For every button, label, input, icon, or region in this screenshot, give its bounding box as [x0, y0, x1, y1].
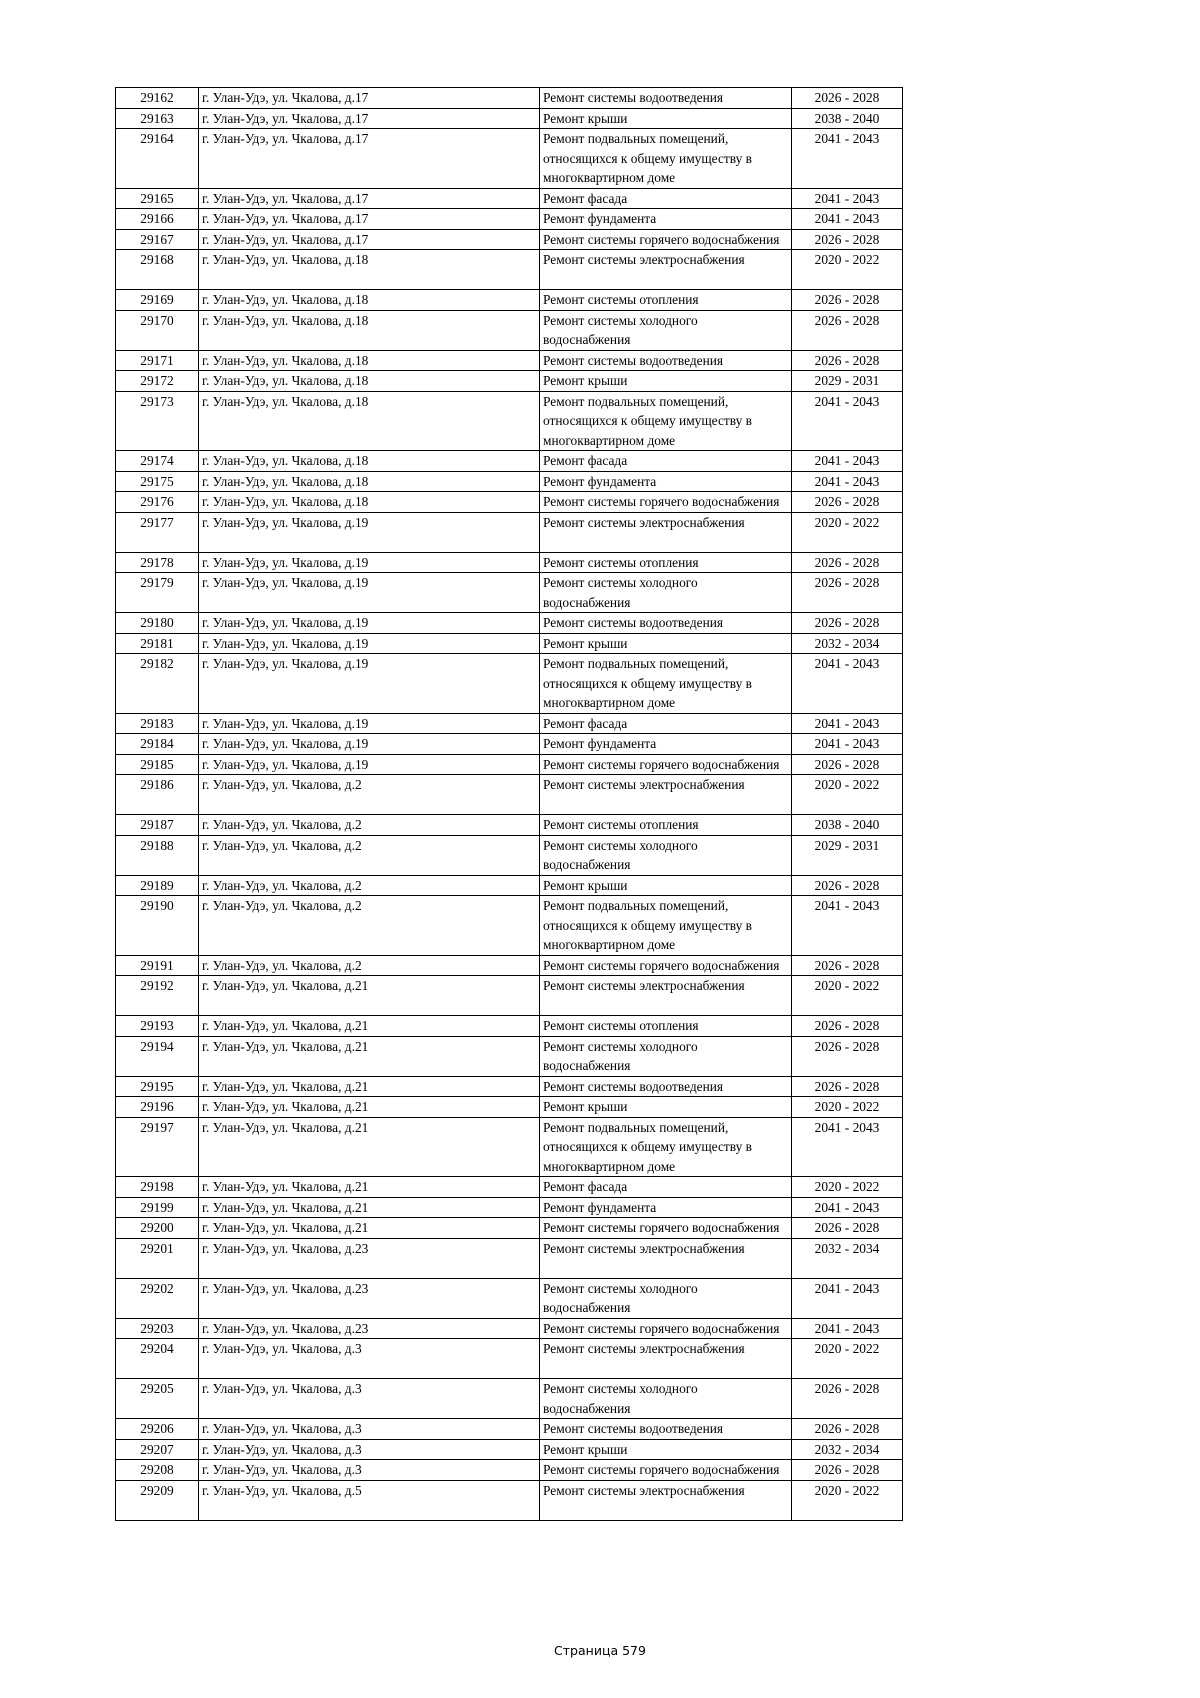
table-row	[116, 1318, 903, 1339]
address-cell: г. Улан-Удэ, ул. Чкалова, д.19	[199, 512, 540, 552]
work-type-cell: Ремонт крыши	[540, 108, 792, 129]
period-cell: 2041 - 2043	[792, 188, 903, 209]
address-cell: г. Улан-Удэ, ул. Чкалова, д.18	[199, 310, 540, 350]
record-number-cell: 29162	[116, 88, 199, 109]
record-number-cell: 29199	[116, 1197, 199, 1218]
period-cell: 2041 - 2043	[792, 713, 903, 734]
period-cell: 2020 - 2022	[792, 1339, 903, 1379]
table-row	[116, 1218, 903, 1239]
record-number-cell: 29182	[116, 654, 199, 714]
work-type-cell: Ремонт системы горячего водоснабжения	[540, 754, 792, 775]
table-row	[116, 512, 903, 552]
table-row	[116, 573, 903, 613]
record-number-cell: 29181	[116, 633, 199, 654]
record-number-cell: 29206	[116, 1419, 199, 1440]
address-cell: г. Улан-Удэ, ул. Чкалова, д.19	[199, 633, 540, 654]
address-cell: г. Улан-Удэ, ул. Чкалова, д.2	[199, 896, 540, 956]
table-row	[116, 875, 903, 896]
work-type-cell: Ремонт крыши	[540, 371, 792, 392]
period-cell: 2041 - 2043	[792, 209, 903, 230]
work-type-cell: Ремонт системы горячего водоснабжения	[540, 229, 792, 250]
table-row	[116, 654, 903, 714]
work-type-cell: Ремонт системы водоотведения	[540, 350, 792, 371]
record-number-cell: 29176	[116, 492, 199, 513]
record-number-cell: 29177	[116, 512, 199, 552]
period-cell: 2026 - 2028	[792, 229, 903, 250]
period-cell: 2020 - 2022	[792, 775, 903, 815]
period-cell: 2026 - 2028	[792, 1036, 903, 1076]
table-row	[116, 1419, 903, 1440]
work-type-cell: Ремонт фасада	[540, 451, 792, 472]
record-number-cell: 29175	[116, 471, 199, 492]
work-type-cell: Ремонт подвальных помещений, относящихся к общему имуществу в многоквартирном доме	[540, 1117, 792, 1177]
table-row	[116, 613, 903, 634]
period-cell: 2020 - 2022	[792, 1177, 903, 1198]
table-row	[116, 1460, 903, 1481]
address-cell: г. Улан-Удэ, ул. Чкалова, д.19	[199, 734, 540, 755]
address-cell: г. Улан-Удэ, ул. Чкалова, д.21	[199, 1097, 540, 1118]
record-number-cell: 29195	[116, 1076, 199, 1097]
work-type-cell: Ремонт системы холодного водоснабжения	[540, 573, 792, 613]
address-cell: г. Улан-Удэ, ул. Чкалова, д.18	[199, 492, 540, 513]
record-number-cell: 29185	[116, 754, 199, 775]
table-row	[116, 108, 903, 129]
period-cell: 2026 - 2028	[792, 955, 903, 976]
record-number-cell: 29202	[116, 1278, 199, 1318]
record-number-cell: 29172	[116, 371, 199, 392]
address-cell: г. Улан-Удэ, ул. Чкалова, д.3	[199, 1460, 540, 1481]
period-cell: 2026 - 2028	[792, 754, 903, 775]
table-row	[116, 471, 903, 492]
address-cell: г. Улан-Удэ, ул. Чкалова, д.17	[199, 129, 540, 189]
period-cell: 2038 - 2040	[792, 108, 903, 129]
address-cell: г. Улан-Удэ, ул. Чкалова, д.21	[199, 976, 540, 1016]
table-row	[116, 1339, 903, 1379]
table-row	[116, 1480, 903, 1520]
address-cell: г. Улан-Удэ, ул. Чкалова, д.18	[199, 350, 540, 371]
address-cell: г. Улан-Удэ, ул. Чкалова, д.18	[199, 250, 540, 290]
address-cell: г. Улан-Удэ, ул. Чкалова, д.21	[199, 1036, 540, 1076]
period-cell: 2041 - 2043	[792, 1318, 903, 1339]
table-row	[116, 1197, 903, 1218]
period-cell: 2026 - 2028	[792, 875, 903, 896]
address-cell: г. Улан-Удэ, ул. Чкалова, д.3	[199, 1379, 540, 1419]
table-row	[116, 129, 903, 189]
period-cell: 2026 - 2028	[792, 573, 903, 613]
record-number-cell: 29194	[116, 1036, 199, 1076]
period-cell: 2029 - 2031	[792, 835, 903, 875]
period-cell: 2026 - 2028	[792, 1419, 903, 1440]
address-cell: г. Улан-Удэ, ул. Чкалова, д.21	[199, 1197, 540, 1218]
record-number-cell: 29171	[116, 350, 199, 371]
address-cell: г. Улан-Удэ, ул. Чкалова, д.18	[199, 290, 540, 311]
work-type-cell: Ремонт системы горячего водоснабжения	[540, 1460, 792, 1481]
table-row	[116, 229, 903, 250]
work-type-cell: Ремонт системы водоотведения	[540, 1076, 792, 1097]
record-number-cell: 29180	[116, 613, 199, 634]
work-type-cell: Ремонт системы электроснабжения	[540, 1238, 792, 1278]
work-type-cell: Ремонт фундамента	[540, 471, 792, 492]
work-type-cell: Ремонт фундамента	[540, 209, 792, 230]
record-number-cell: 29166	[116, 209, 199, 230]
table-body	[116, 88, 903, 1521]
table-row	[116, 1278, 903, 1318]
address-cell: г. Улан-Удэ, ул. Чкалова, д.19	[199, 654, 540, 714]
work-type-cell: Ремонт фундамента	[540, 734, 792, 755]
table-row	[116, 815, 903, 836]
period-cell: 2032 - 2034	[792, 1439, 903, 1460]
record-number-cell: 29201	[116, 1238, 199, 1278]
address-cell: г. Улан-Удэ, ул. Чкалова, д.21	[199, 1076, 540, 1097]
table-row	[116, 310, 903, 350]
period-cell: 2026 - 2028	[792, 613, 903, 634]
work-type-cell: Ремонт крыши	[540, 875, 792, 896]
work-type-cell: Ремонт системы холодного водоснабжения	[540, 310, 792, 350]
table-row	[116, 250, 903, 290]
period-cell: 2026 - 2028	[792, 88, 903, 109]
address-cell: г. Улан-Удэ, ул. Чкалова, д.19	[199, 552, 540, 573]
period-cell: 2041 - 2043	[792, 1278, 903, 1318]
period-cell: 2020 - 2022	[792, 1480, 903, 1520]
record-number-cell: 29200	[116, 1218, 199, 1239]
period-cell: 2041 - 2043	[792, 1197, 903, 1218]
work-type-cell: Ремонт подвальных помещений, относящихся к общему имуществу в многоквартирном доме	[540, 896, 792, 956]
record-number-cell: 29186	[116, 775, 199, 815]
record-number-cell: 29205	[116, 1379, 199, 1419]
table-row	[116, 1117, 903, 1177]
address-cell: г. Улан-Удэ, ул. Чкалова, д.17	[199, 209, 540, 230]
record-number-cell: 29170	[116, 310, 199, 350]
repair-schedule-table	[115, 87, 903, 1521]
address-cell: г. Улан-Удэ, ул. Чкалова, д.3	[199, 1339, 540, 1379]
work-type-cell: Ремонт системы горячего водоснабжения	[540, 1318, 792, 1339]
record-number-cell: 29193	[116, 1016, 199, 1037]
table-row	[116, 492, 903, 513]
table-row	[116, 209, 903, 230]
period-cell: 2026 - 2028	[792, 310, 903, 350]
table-row	[116, 350, 903, 371]
record-number-cell: 29207	[116, 1439, 199, 1460]
work-type-cell: Ремонт системы горячего водоснабжения	[540, 492, 792, 513]
address-cell: г. Улан-Удэ, ул. Чкалова, д.2	[199, 835, 540, 875]
record-number-cell: 29187	[116, 815, 199, 836]
period-cell: 2026 - 2028	[792, 552, 903, 573]
record-number-cell: 29178	[116, 552, 199, 573]
record-number-cell: 29197	[116, 1117, 199, 1177]
table-row	[116, 1379, 903, 1419]
period-cell: 2032 - 2034	[792, 633, 903, 654]
period-cell: 2041 - 2043	[792, 734, 903, 755]
address-cell: г. Улан-Удэ, ул. Чкалова, д.17	[199, 229, 540, 250]
table-row	[116, 1097, 903, 1118]
work-type-cell: Ремонт фундамента	[540, 1197, 792, 1218]
work-type-cell: Ремонт системы электроснабжения	[540, 775, 792, 815]
record-number-cell: 29204	[116, 1339, 199, 1379]
record-number-cell: 29208	[116, 1460, 199, 1481]
record-number-cell: 29183	[116, 713, 199, 734]
record-number-cell: 29198	[116, 1177, 199, 1198]
record-number-cell: 29173	[116, 391, 199, 451]
address-cell: г. Улан-Удэ, ул. Чкалова, д.23	[199, 1238, 540, 1278]
address-cell: г. Улан-Удэ, ул. Чкалова, д.18	[199, 451, 540, 472]
period-cell: 2026 - 2028	[792, 350, 903, 371]
record-number-cell: 29174	[116, 451, 199, 472]
work-type-cell: Ремонт системы холодного водоснабжения	[540, 835, 792, 875]
page-number: Страница 579	[554, 1643, 646, 1658]
work-type-cell: Ремонт системы отопления	[540, 1016, 792, 1037]
record-number-cell: 29167	[116, 229, 199, 250]
address-cell: г. Улан-Удэ, ул. Чкалова, д.2	[199, 875, 540, 896]
table-row	[116, 88, 903, 109]
record-number-cell: 29192	[116, 976, 199, 1016]
address-cell: г. Улан-Удэ, ул. Чкалова, д.19	[199, 713, 540, 734]
record-number-cell: 29188	[116, 835, 199, 875]
work-type-cell: Ремонт системы отопления	[540, 552, 792, 573]
period-cell: 2041 - 2043	[792, 896, 903, 956]
table-row	[116, 775, 903, 815]
record-number-cell: 29164	[116, 129, 199, 189]
work-type-cell: Ремонт системы отопления	[540, 290, 792, 311]
address-cell: г. Улан-Удэ, ул. Чкалова, д.21	[199, 1177, 540, 1198]
work-type-cell: Ремонт системы водоотведения	[540, 1419, 792, 1440]
address-cell: г. Улан-Удэ, ул. Чкалова, д.21	[199, 1218, 540, 1239]
period-cell: 2038 - 2040	[792, 815, 903, 836]
address-cell: г. Улан-Удэ, ул. Чкалова, д.3	[199, 1439, 540, 1460]
work-type-cell: Ремонт крыши	[540, 633, 792, 654]
period-cell: 2041 - 2043	[792, 1117, 903, 1177]
period-cell: 2041 - 2043	[792, 129, 903, 189]
table-row	[116, 371, 903, 392]
address-cell: г. Улан-Удэ, ул. Чкалова, д.18	[199, 471, 540, 492]
table-row	[116, 955, 903, 976]
period-cell: 2026 - 2028	[792, 1076, 903, 1097]
work-type-cell: Ремонт подвальных помещений, относящихся к общему имуществу в многоквартирном доме	[540, 654, 792, 714]
address-cell: г. Улан-Удэ, ул. Чкалова, д.2	[199, 775, 540, 815]
address-cell: г. Улан-Удэ, ул. Чкалова, д.18	[199, 391, 540, 451]
address-cell: г. Улан-Удэ, ул. Чкалова, д.5	[199, 1480, 540, 1520]
work-type-cell: Ремонт системы горячего водоснабжения	[540, 1218, 792, 1239]
period-cell: 2029 - 2031	[792, 371, 903, 392]
address-cell: г. Улан-Удэ, ул. Чкалова, д.2	[199, 955, 540, 976]
work-type-cell: Ремонт крыши	[540, 1097, 792, 1118]
address-cell: г. Улан-Удэ, ул. Чкалова, д.21	[199, 1117, 540, 1177]
work-type-cell: Ремонт системы водоотведения	[540, 88, 792, 109]
table-row	[116, 633, 903, 654]
address-cell: г. Улан-Удэ, ул. Чкалова, д.17	[199, 108, 540, 129]
table-row	[116, 1036, 903, 1076]
record-number-cell: 29196	[116, 1097, 199, 1118]
address-cell: г. Улан-Удэ, ул. Чкалова, д.19	[199, 573, 540, 613]
address-cell: г. Улан-Удэ, ул. Чкалова, д.23	[199, 1318, 540, 1339]
record-number-cell: 29179	[116, 573, 199, 613]
work-type-cell: Ремонт фасада	[540, 1177, 792, 1198]
work-type-cell: Ремонт крыши	[540, 1439, 792, 1460]
period-cell: 2026 - 2028	[792, 290, 903, 311]
period-cell: 2020 - 2022	[792, 1097, 903, 1118]
period-cell: 2026 - 2028	[792, 1460, 903, 1481]
record-number-cell: 29169	[116, 290, 199, 311]
table-row	[116, 451, 903, 472]
work-type-cell: Ремонт системы холодного водоснабжения	[540, 1278, 792, 1318]
table-row	[116, 1016, 903, 1037]
record-number-cell: 29209	[116, 1480, 199, 1520]
address-cell: г. Улан-Удэ, ул. Чкалова, д.2	[199, 815, 540, 836]
work-type-cell: Ремонт системы электроснабжения	[540, 1339, 792, 1379]
period-cell: 2041 - 2043	[792, 471, 903, 492]
table-row	[116, 391, 903, 451]
work-type-cell: Ремонт системы электроснабжения	[540, 250, 792, 290]
table-row	[116, 1177, 903, 1198]
period-cell: 2041 - 2043	[792, 654, 903, 714]
table-row	[116, 835, 903, 875]
period-cell: 2020 - 2022	[792, 250, 903, 290]
work-type-cell: Ремонт системы электроснабжения	[540, 976, 792, 1016]
work-type-cell: Ремонт фасада	[540, 713, 792, 734]
record-number-cell: 29189	[116, 875, 199, 896]
work-type-cell: Ремонт системы холодного водоснабжения	[540, 1379, 792, 1419]
period-cell: 2032 - 2034	[792, 1238, 903, 1278]
work-type-cell: Ремонт системы отопления	[540, 815, 792, 836]
table-row	[116, 713, 903, 734]
period-cell: 2020 - 2022	[792, 976, 903, 1016]
period-cell: 2041 - 2043	[792, 391, 903, 451]
work-type-cell: Ремонт системы электроснабжения	[540, 1480, 792, 1520]
address-cell: г. Улан-Удэ, ул. Чкалова, д.21	[199, 1016, 540, 1037]
table-row	[116, 552, 903, 573]
address-cell: г. Улан-Удэ, ул. Чкалова, д.17	[199, 188, 540, 209]
table-row	[116, 290, 903, 311]
table-row	[116, 188, 903, 209]
record-number-cell: 29203	[116, 1318, 199, 1339]
address-cell: г. Улан-Удэ, ул. Чкалова, д.19	[199, 754, 540, 775]
period-cell: 2026 - 2028	[792, 1379, 903, 1419]
address-cell: г. Улан-Удэ, ул. Чкалова, д.19	[199, 613, 540, 634]
period-cell: 2026 - 2028	[792, 1016, 903, 1037]
record-number-cell: 29191	[116, 955, 199, 976]
table-row	[116, 754, 903, 775]
table-row	[116, 896, 903, 956]
work-type-cell: Ремонт подвальных помещений, относящихся к общему имуществу в многоквартирном доме	[540, 391, 792, 451]
work-type-cell: Ремонт системы водоотведения	[540, 613, 792, 634]
record-number-cell: 29184	[116, 734, 199, 755]
work-type-cell: Ремонт подвальных помещений, относящихся к общему имуществу в многоквартирном доме	[540, 129, 792, 189]
address-cell: г. Улан-Удэ, ул. Чкалова, д.3	[199, 1419, 540, 1440]
work-type-cell: Ремонт системы электроснабжения	[540, 512, 792, 552]
address-cell: г. Улан-Удэ, ул. Чкалова, д.23	[199, 1278, 540, 1318]
table-row	[116, 734, 903, 755]
table-row	[116, 1076, 903, 1097]
table-row	[116, 976, 903, 1016]
address-cell: г. Улан-Удэ, ул. Чкалова, д.18	[199, 371, 540, 392]
period-cell: 2026 - 2028	[792, 492, 903, 513]
table-row	[116, 1439, 903, 1460]
address-cell: г. Улан-Удэ, ул. Чкалова, д.17	[199, 88, 540, 109]
work-type-cell: Ремонт системы горячего водоснабжения	[540, 955, 792, 976]
work-type-cell: Ремонт фасада	[540, 188, 792, 209]
record-number-cell: 29163	[116, 108, 199, 129]
table-row	[116, 1238, 903, 1278]
period-cell: 2020 - 2022	[792, 512, 903, 552]
record-number-cell: 29168	[116, 250, 199, 290]
period-cell: 2041 - 2043	[792, 451, 903, 472]
record-number-cell: 29165	[116, 188, 199, 209]
work-type-cell: Ремонт системы холодного водоснабжения	[540, 1036, 792, 1076]
record-number-cell: 29190	[116, 896, 199, 956]
period-cell: 2026 - 2028	[792, 1218, 903, 1239]
